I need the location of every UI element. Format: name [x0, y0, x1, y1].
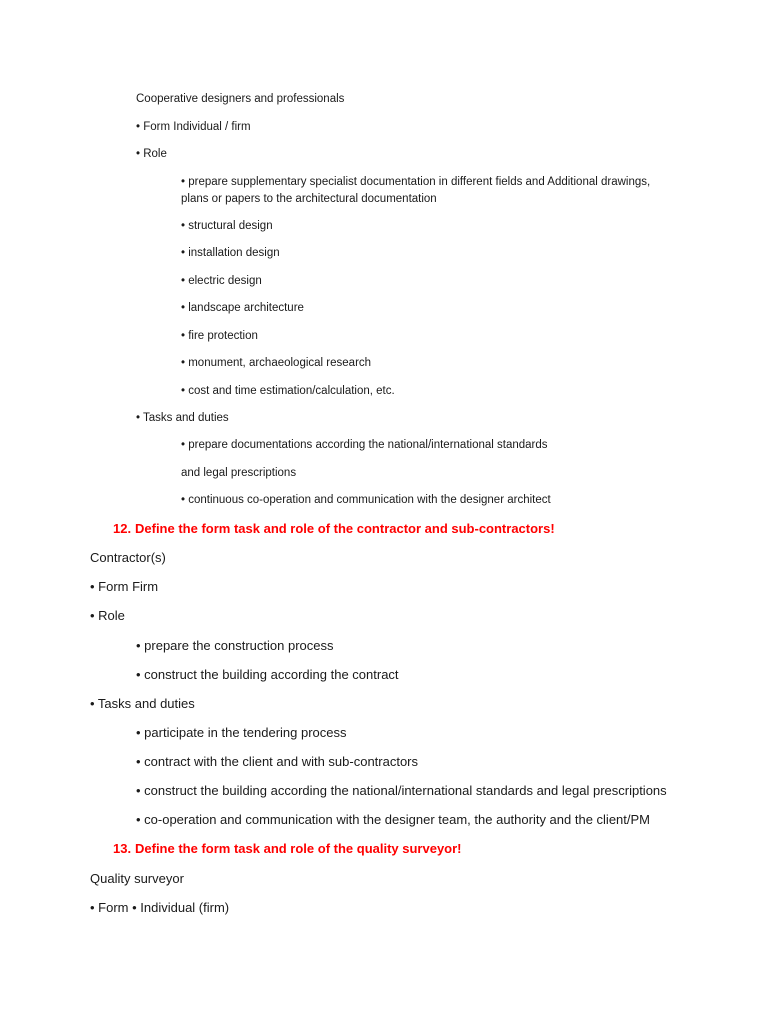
- list-item: and legal prescriptions: [181, 467, 297, 479]
- list-item: • continuous co-operation and communication with the designer architect: [181, 494, 551, 506]
- question-text: Define the form task and role of the quality surveyor!: [135, 841, 462, 856]
- question-heading: [113, 521, 555, 537]
- list-item: • Role: [136, 148, 167, 160]
- list-item: • monument, archaeological research: [181, 357, 372, 369]
- list-item: • participate in the tendering process: [136, 725, 347, 740]
- section-title: Contractor(s): [90, 550, 166, 565]
- list-item: • cost and time estimation/calculation, etc.: [181, 385, 395, 397]
- list-item: • prepare the construction process: [136, 638, 334, 653]
- list-item: • Form Individual / firm: [136, 121, 251, 133]
- list-item: • prepare documentations according the national/international standards: [181, 439, 548, 451]
- list-item: • structural design: [181, 220, 273, 232]
- list-item: • construct the building according the national/international standards and legal prescriptions: [136, 783, 667, 798]
- question-text: Define the form task and role of the contractor and sub-contractors!: [135, 521, 555, 536]
- question-number: 13.: [113, 841, 132, 856]
- question-number: 12.: [113, 521, 132, 536]
- list-item: • installation design: [181, 247, 280, 259]
- list-item: • Form Firm: [90, 579, 159, 594]
- list-item: • prepare supplementary specialist documentation in different fields and Additional drawings,: [181, 176, 651, 188]
- list-item: • Tasks and duties: [90, 696, 195, 711]
- list-item: • landscape architecture: [181, 302, 304, 314]
- question-heading: [113, 841, 462, 857]
- list-item: • Tasks and duties: [136, 412, 229, 424]
- section-title: Quality surveyor: [90, 871, 184, 886]
- list-item: plans or papers to the architectural documentation: [181, 193, 437, 205]
- list-item: • construct the building according the contract: [136, 667, 399, 682]
- section-title: Cooperative designers and professionals: [136, 93, 345, 105]
- list-item: • co-operation and communication with the designer team, the authority and the client/PM: [136, 812, 651, 827]
- list-item: • fire protection: [181, 330, 258, 342]
- list-item: • electric design: [181, 275, 262, 287]
- list-item: • contract with the client and with sub-contractors: [136, 754, 419, 769]
- list-item: • Form • Individual (firm): [90, 900, 230, 915]
- list-item: • Role: [90, 608, 125, 623]
